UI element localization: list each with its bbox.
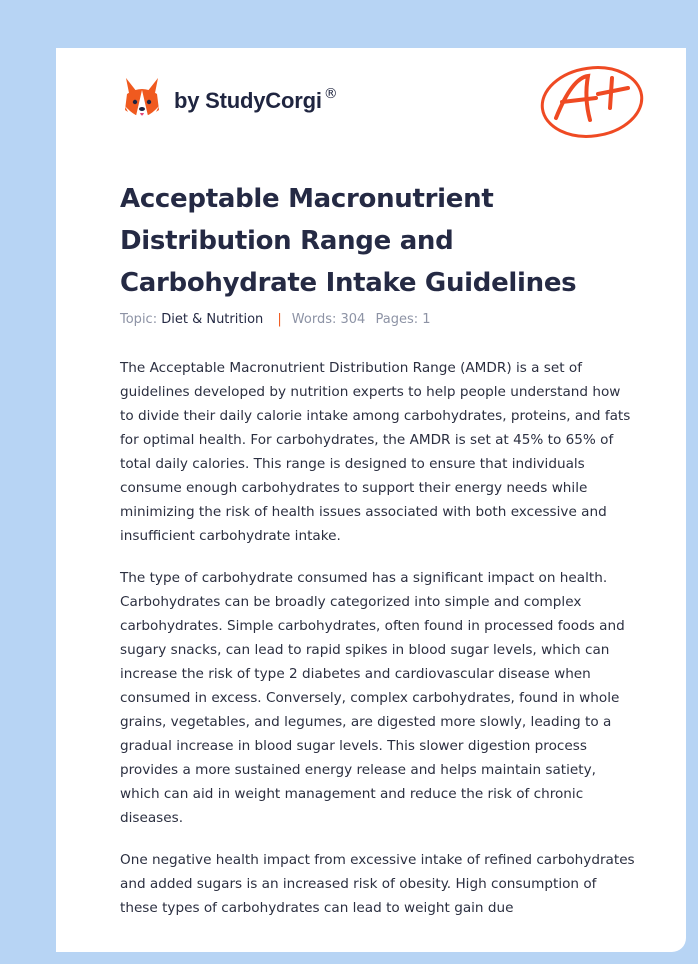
pages-count: 1: [422, 312, 431, 327]
words-label: Words:: [291, 312, 337, 327]
document-card: [56, 48, 686, 952]
paragraph: One negative health impact from excessive intake of refined carbohydrates and added sugars is an increased risk of obesity. High consumption of these types of carbohydrates can lead to weight gain due: [120, 852, 635, 916]
paragraph: The Acceptable Macronutrient Distribution Range (AMDR) is a set of guidelines developed by nutrition experts to help people understand how to divide their daily calorie intake among carbohydrates, proteins, and fats for optimal health. For carbohydrates, the AMDR is set at 45% to 65% of total daily calories. This range is designed to ensure that individuals consume enough carbohydrates to support their energy needs while minimizing the risk of health issues associated with both excessive and insufficient carbohydrate intake.: [120, 360, 631, 544]
corgi-logo-icon: [122, 76, 162, 122]
a-plus-stamp-icon: [538, 58, 650, 140]
brand-header[interactable]: [122, 76, 338, 122]
topic-link[interactable]: Diet & Nutrition: [161, 312, 264, 327]
registered-mark: ®: [323, 86, 338, 102]
topic-label: Topic:: [120, 312, 158, 327]
document-meta: [120, 312, 431, 327]
paragraph: The type of carbohydrate consumed has a significant impact on health. Carbohydrates can be broadly categorized into simple and complex carbohydrates. Simple carbohydrates, often found in processed foods and sugary snacks, can lead to rapid spikes in blood sugar levels, which can increase the risk of type 2 diabetes and cardiovascular disease when consumed in excess. Conversely, complex carbohydrates, found in whole grains, vegetables, and legumes, are digested more slowly, leading to a gradual increase in blood sugar levels. This slower digestion process provides a more sustained energy release and helps maintain satiety, which can aid in weight management and reduce the risk of chronic diseases.: [120, 570, 625, 826]
pages-label: Pages:: [375, 312, 419, 327]
page-title: Acceptable Macronutrient Distribution Range and Carbohydrate Intake Guidelines: [120, 184, 577, 298]
essay-body: [120, 356, 636, 938]
brand-name: by StudyCorgi ®: [174, 86, 338, 113]
words-count: 304: [340, 312, 366, 327]
meta-separator: |: [277, 312, 282, 327]
